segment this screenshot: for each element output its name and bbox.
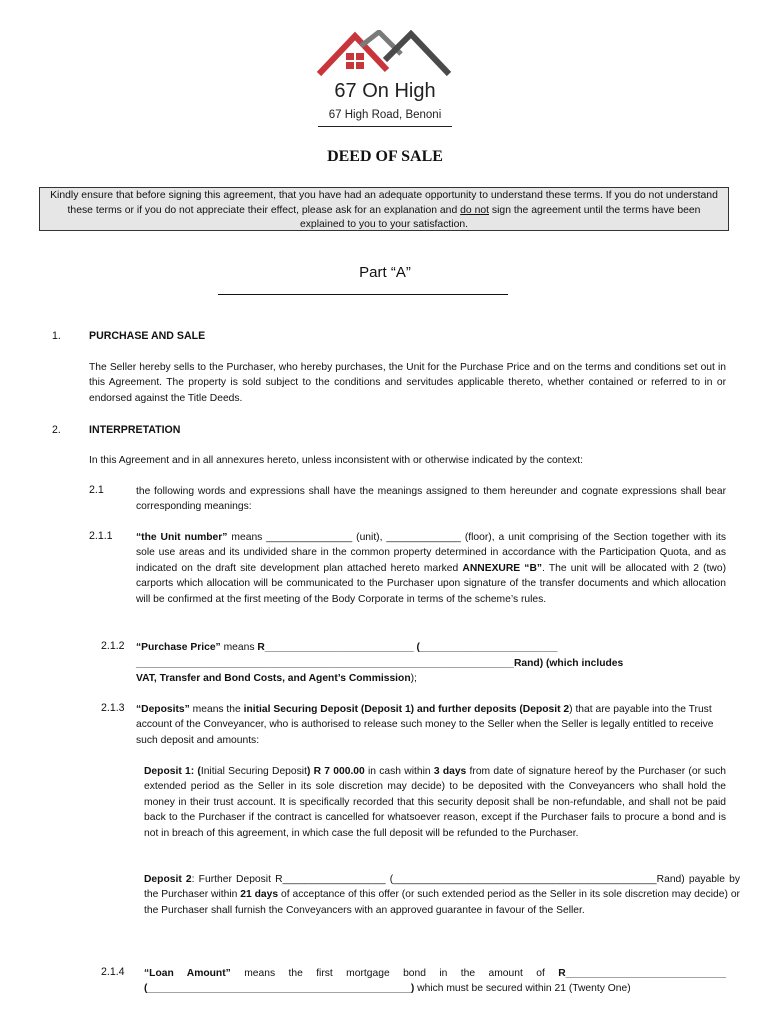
deposit-1-days: 3 days [433,766,467,777]
clause-2-1-2-number: 2.1.2 [101,640,125,652]
notice-box [39,187,729,231]
deposit-1-part-e: from date of signature hereof by the Purchaser (or such extended period as the Seller in its sole discretion may decide) to be deposited with the Conveyancers who shall hold the money in their trust account. It is specifically recorded that this security deposit shall be non-refundable, and shall not be paid back to the Purchaser if the contract is cancelled for whatsoever reason, except if the Purchaser fails to procure a bond and is not in breach of this agreement, in which case the full deposit will be refunded to the Purchaser. [144,766,726,839]
clause-2-1-text: the following words and expressions shall have the meanings assigned to them hereunder and cognate expressions shall bear corresponding meanings: [136,486,726,513]
clause-2-1-3-part-b: ) that are payable into the Trust account of the Conveyancer, who is authorised to release such money to the Seller when the Seller is legally entitled to receive such deposit and amounts: [136,704,714,746]
clause-2-1-1-number: 2.1.1 [89,530,113,542]
clause-2-1-1-part-a: means _______________ (unit), _____________ (floor), a unit comprising of the Section together with its sole use areas and its undivided share in the common property determined in accordance with the Participation Quota, and as indicated on the draft site development plan attached hereto marked [136,532,726,574]
loan-amount-words-blank: (______________________________________________) [144,983,415,995]
deposit-2-part-c: of acceptance of this offer (or such extended period as the Seller in its sole discretion may decide) or the Purchaser shall furnish the Conveyancers with an approved guarantee in favour of the Seller. [144,889,740,916]
clause-2-1-1-text [136,530,726,607]
annexure-b-ref: ANNEXURE “B” [462,562,543,574]
clause-2-1-3-text [136,702,718,748]
purchase-price-includes: VAT, Transfer and Bond Costs, and Agent’s Commission [136,673,411,684]
notice-underlined: do not [460,204,490,216]
clause-2-1-4-number: 2.1.4 [101,966,125,978]
clause-2-1-4-part-a: means the first mortgage bond in the amount of [230,968,559,979]
clause-2-1-2-line-2: __________________________________________________________________Rand) (which includes [136,658,624,669]
logo-subtitle: 67 High Road, Benoni [328,109,442,121]
purchase-price-term: “Purchase Price” [136,642,221,653]
clause-2-1-2-end: ); [410,673,417,684]
clause-2-1-4-part-b: which must be secured within 21 (Twenty One) [414,983,631,995]
section-1-number: 1. [52,330,61,342]
clause-2-1-number: 2.1 [89,484,104,496]
deposits-term: “Deposits” [136,704,190,715]
deposit-2-days: 21 days [240,889,279,901]
clause-2-1-2-line-3 [136,671,736,686]
notice-text-end: sign the agreement until the terms have been explained to you to your satisfaction. [299,204,701,230]
section-1-heading: PURCHASE AND SALE [89,330,206,342]
deposit-1-part-c: in cash within [364,766,434,777]
deposits-bold: initial Securing Deposit (Deposit 1) and further deposits (Deposit 2 [243,704,570,715]
section-2-heading: INTERPRETATION [89,424,181,436]
document-title: DEED OF SALE [327,148,443,165]
part-title: Part “A” [359,264,411,281]
deposit-2-label: Deposit 2 [144,874,192,885]
clause-2-1-4-text [144,966,726,997]
deposit-2-paragraph [144,872,740,918]
notice-text: Kindly ensure that before signing this agreement, that you have had an adequate opportunity to understand these terms. If you do not understand these terms or if you do not appreciate their effect, please ask for an explanation and [50,190,718,216]
deposit-1-label: Deposit 1: ( [144,766,201,777]
deposit-1-amount: ) R 7 000.00 [306,766,365,777]
clause-2-1-2-means: means [220,642,258,653]
loan-amount-blank: R____________________________ [558,968,726,979]
clause-2-1-2-line-1 [136,640,736,655]
logo-title: 67 On High [334,80,436,102]
section-2-number: 2. [52,424,61,436]
logo-underline [318,126,452,127]
clause-2-1-3-part-a: means the [189,704,244,715]
section-1-text: The Seller hereby sells to the Purchaser, who hereby purchases, the Unit for the Purchase Price and on the terms and conditions set out in this Agreement. The property is sold subject to the conditions and servitudes applicable thereto, whether contained or referred to in or endorsed against the Title Deeds. [89,362,726,404]
purchase-price-blanks: R__________________________ (________________________ [257,642,558,653]
clause-2-1-1-part-b: . The unit will be allocated with 2 (two) carports which allocation will be communicated to the Purchaser upon signature of the transfer documents and which allocation will be confirmed at the first meeting of the Body Corporate in terms of the scheme’s rules. [136,562,727,605]
deposit-1-paragraph [144,764,726,841]
unit-number-term: “the Unit number” [136,532,228,543]
deposit-2-part-a: : Further Deposit R__________________ (______________________________________________Rand) payable by the Purchaser within [144,874,740,901]
deposit-1-part-a: Initial Securing Deposit [200,766,307,777]
section-2-intro: In this Agreement and in all annexures hereto, unless inconsistent with or otherwise indicated by the context: [89,455,583,466]
part-rule [218,294,508,295]
clause-2-1-3-number: 2.1.3 [101,702,125,714]
loan-amount-term: “Loan Amount” [144,968,231,979]
